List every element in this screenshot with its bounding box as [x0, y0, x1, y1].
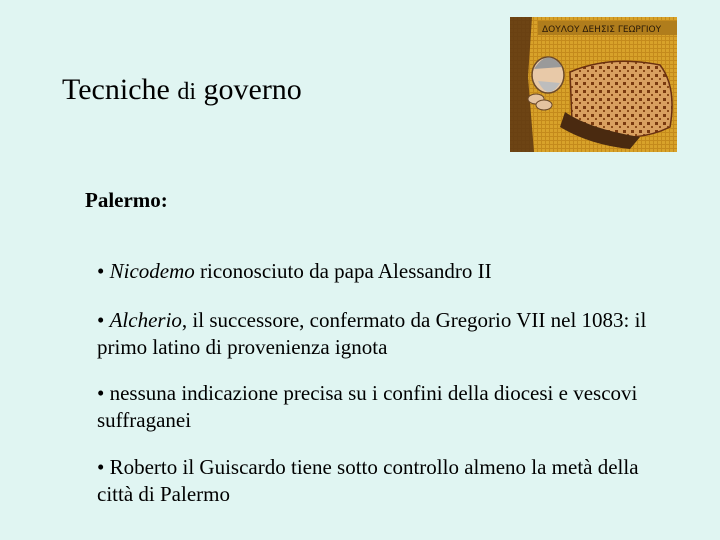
section-heading: Palermo:	[85, 188, 168, 212]
bullet-marker: •	[97, 381, 105, 405]
slide-title	[62, 72, 302, 110]
bullet-text: Roberto il Guiscardo tiene sotto controllo almeno la metà della città di Palermo	[97, 455, 639, 506]
bullet-item	[97, 307, 657, 361]
bullet-italic: Nicodemo	[109, 259, 195, 283]
mosaic-inscription: ΔΟΥΛΟΥ ΔΕΗΣΙΣ ΓΕΩΡΓΙΟΥ	[542, 25, 662, 35]
bullet-marker: •	[97, 308, 105, 332]
bullet-marker: •	[97, 259, 105, 283]
bullet-item	[97, 380, 657, 434]
title-word-2: di	[177, 79, 196, 105]
bullet-italic: Alcherio	[109, 308, 182, 332]
bullet-text: nessuna indicazione precisa su i confini della diocesi e vescovi suffraganei	[97, 381, 638, 432]
mosaic-image	[510, 17, 677, 152]
title-word-3: governo	[203, 73, 302, 106]
bullet-text: , il successore, confermato da Gregorio VII nel 1083: il primo latino di provenienza ignota	[97, 308, 647, 359]
bullet-text: riconosciuto da papa Alessandro II	[194, 259, 492, 283]
bullet-item	[97, 454, 657, 508]
bullet-list	[97, 258, 657, 528]
bullet-item	[97, 258, 657, 285]
title-word-1: Tecniche	[62, 73, 170, 106]
bullet-marker: •	[97, 455, 105, 479]
